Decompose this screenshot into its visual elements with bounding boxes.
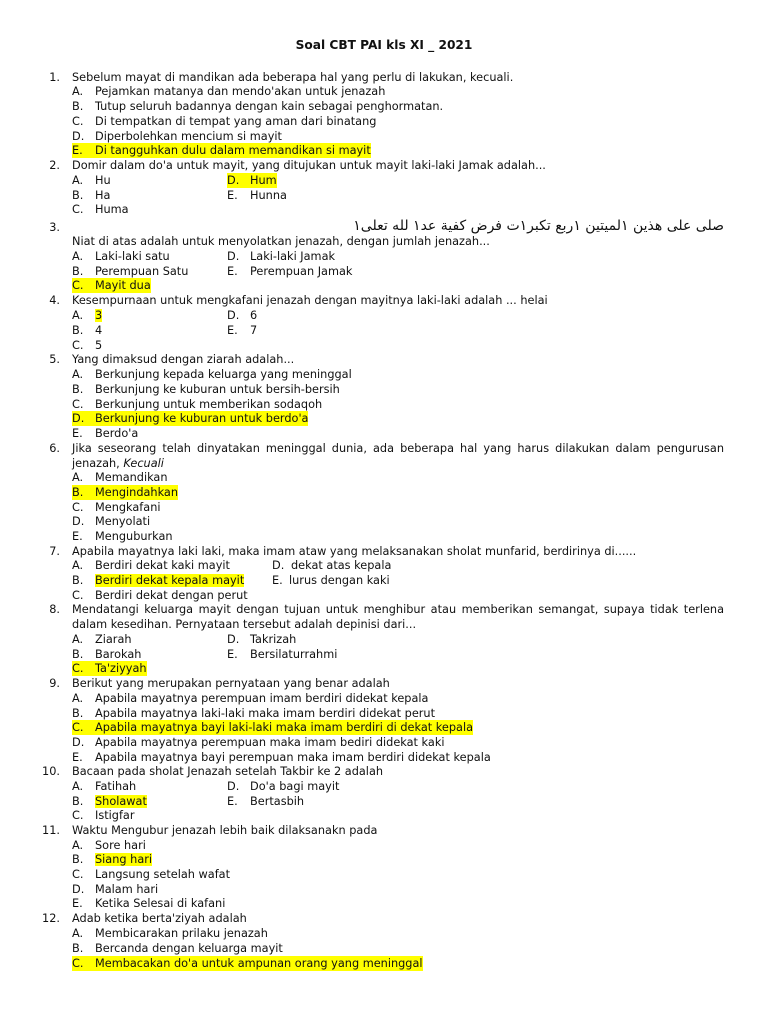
- option-text: Menguburkan: [95, 530, 173, 543]
- option: [72, 558, 230, 573]
- option-text-correct: Sholawat: [95, 795, 147, 808]
- option-text: Huma: [95, 203, 129, 216]
- option: [227, 323, 257, 338]
- option-letter: D.: [227, 309, 240, 322]
- option-text: lurus dengan kaki: [289, 574, 390, 587]
- option: [272, 558, 391, 573]
- option-text: 4: [95, 324, 103, 337]
- question-text: Bacaan pada sholat Jenazah setelah Takbir ke 2 adalah: [72, 765, 384, 778]
- option: [72, 632, 132, 647]
- option-text: Langsung setelah wafat: [95, 868, 231, 881]
- option-text: Laki-laki Jamak: [250, 250, 336, 263]
- option: [72, 882, 158, 897]
- question-text: Adab ketika berta'ziyah adalah: [72, 912, 247, 925]
- option-correct: [72, 278, 151, 293]
- option: [72, 867, 230, 882]
- option: [72, 173, 111, 188]
- option-letter: B.: [72, 265, 84, 278]
- option-letter: B.: [72, 100, 84, 113]
- option-text: Apabila mayatnya perempuan imam berdiri didekat kepala: [95, 692, 429, 705]
- option-letter: B.: [72, 324, 84, 337]
- option-letter: E.: [227, 189, 238, 202]
- question-text: Kesempurnaan untuk mengkafani jenazah dengan mayitnya laki-laki adalah ... helai: [72, 294, 548, 307]
- option-text: Berdiri dekat dengan perut: [95, 589, 248, 602]
- option: [227, 632, 296, 647]
- option: [227, 249, 335, 264]
- option-letter: B.: [72, 574, 84, 587]
- option-text: Sore hari: [95, 839, 146, 852]
- option-text: Ziarah: [95, 633, 132, 646]
- option-text: Mayit dua: [95, 279, 151, 292]
- option-letter: C.: [72, 115, 84, 128]
- option-letter: E.: [227, 324, 238, 337]
- question-keyword: Kecuali: [123, 457, 164, 470]
- option-letter: A.: [72, 250, 84, 263]
- option: [72, 397, 322, 412]
- option-correct: [72, 411, 308, 426]
- option-letter: A.: [72, 559, 84, 572]
- option: [72, 529, 173, 544]
- question-number: 10.: [42, 765, 60, 778]
- option: [72, 514, 150, 529]
- option-text: Di tempatkan di tempat yang aman dari binatang: [95, 115, 377, 128]
- option-text: Barokah: [95, 648, 142, 661]
- question-text: Berikut yang merupakan pernyataan yang benar adalah: [72, 677, 390, 690]
- option-correct: [72, 661, 147, 676]
- option-letter: C.: [72, 398, 84, 411]
- option-letter: B.: [72, 853, 84, 866]
- option-letter: B.: [72, 942, 84, 955]
- question-text-line2: [72, 456, 724, 471]
- option-letter: A.: [72, 368, 84, 381]
- option: [72, 691, 428, 706]
- option: [72, 382, 340, 397]
- option-letter: C.: [72, 339, 84, 352]
- option: [72, 896, 225, 911]
- option-correct: [72, 720, 473, 735]
- option-text: Apabila mayatnya bayi laki-laki maka imam berdiri di dekat kepala: [95, 721, 474, 734]
- option-text: Laki-laki satu: [95, 250, 170, 263]
- option-text: Apabila mayatnya bayi perempuan maka imam berdiri didekat kepala: [95, 751, 491, 764]
- question-number: 9.: [49, 677, 60, 690]
- option-text: Membacakan do'a untuk ampunan orang yang meninggal: [95, 957, 423, 970]
- option-letter: E.: [227, 795, 238, 808]
- option: [72, 84, 385, 99]
- option: [227, 264, 352, 279]
- option-letter: D.: [72, 883, 85, 896]
- option-letter: A.: [72, 471, 84, 484]
- option-letter: C.: [72, 957, 84, 970]
- option: [272, 573, 390, 588]
- option-letter: C.: [72, 501, 84, 514]
- option-letter: B.: [72, 486, 84, 499]
- option-letter: D.: [72, 736, 85, 749]
- option: [72, 573, 244, 588]
- option-text: Pejamkan matanya dan mendo'akan untuk jenazah: [95, 85, 386, 98]
- question-text: Jika seseorang telah dinyatakan meninggal dunia, ada beberapa hal yang harus dilakukan dalam pengurusan: [72, 442, 724, 455]
- option-text: dekat atas kepala: [291, 559, 392, 572]
- option-text: Berdiri dekat kaki mayit: [95, 559, 230, 572]
- option: [72, 926, 268, 941]
- option-letter: E.: [227, 648, 238, 661]
- option-letter: B.: [72, 189, 84, 202]
- option: [72, 426, 138, 441]
- option: [72, 249, 170, 264]
- option-letter: A.: [72, 780, 84, 793]
- option-letter: B.: [72, 648, 84, 661]
- option: [227, 794, 304, 809]
- option-letter: D.: [72, 515, 85, 528]
- option-letter: A.: [72, 633, 84, 646]
- option-letter: C.: [72, 809, 84, 822]
- option-text: Ta'ziyyah: [95, 662, 147, 675]
- option-text: Perempuan Jamak: [250, 265, 353, 278]
- option-text: 7: [250, 324, 258, 337]
- option-text: Berkunjung untuk memberikan sodaqoh: [95, 398, 323, 411]
- option-letter: D.: [272, 559, 285, 572]
- option: [72, 794, 147, 809]
- option-letter: A.: [72, 927, 84, 940]
- question-text: Sebelum mayat di mandikan ada beberapa hal yang perlu di lakukan, kecuali.: [72, 71, 514, 84]
- option: [72, 367, 352, 382]
- option: [72, 308, 102, 323]
- question-number: 11.: [42, 824, 60, 837]
- option-text: Do'a bagi mayit: [250, 780, 340, 793]
- option-letter: D.: [227, 250, 240, 263]
- option-letter: A.: [72, 85, 84, 98]
- option-letter: D.: [72, 130, 85, 143]
- option-letter: E.: [72, 427, 83, 440]
- option: [72, 941, 283, 956]
- option: [72, 750, 491, 765]
- question-number: 7.: [49, 545, 60, 558]
- option: [72, 779, 136, 794]
- option: [72, 129, 282, 144]
- option: [72, 99, 443, 114]
- option-text: Hunna: [250, 189, 287, 202]
- option: [72, 838, 146, 853]
- option-text: Bersilaturrahmi: [250, 648, 338, 661]
- option-text: 6: [250, 309, 258, 322]
- option-letter: A.: [72, 692, 84, 705]
- option-letter: C.: [72, 868, 84, 881]
- option-letter: C.: [72, 589, 84, 602]
- option: [72, 588, 248, 603]
- option-letter: C.: [72, 279, 84, 292]
- option-letter: B.: [72, 707, 84, 720]
- option: [72, 647, 141, 662]
- option: [72, 188, 110, 203]
- option: [72, 338, 102, 353]
- question-text: Niat di atas adalah untuk menyolatkan jenazah, dengan jumlah jenazah...: [72, 235, 490, 248]
- option-text: Apabila mayatnya laki-laki maka imam berdiri didekat perut: [95, 707, 436, 720]
- question-text: Apabila mayatnya laki laki, maka imam ataw yang melaksanakan sholat munfarid, berdirinya di......: [72, 545, 637, 558]
- question-text-cont: jenazah,: [72, 457, 120, 470]
- option-correct: [72, 143, 371, 158]
- option-text: Diperbolehkan mencium si mayit: [95, 130, 282, 143]
- option-text: Perempuan Satu: [95, 265, 189, 278]
- option: [72, 202, 129, 217]
- option-text: Bertasbih: [250, 795, 305, 808]
- question-text: Yang dimaksud dengan ziarah adalah...: [72, 353, 295, 366]
- option: [72, 323, 102, 338]
- option-letter: D.: [227, 633, 240, 646]
- option-correct: [227, 173, 277, 188]
- option-letter: E.: [227, 265, 238, 278]
- option: [72, 735, 445, 750]
- question-text: Waktu Mengubur jenazah lebih baik dilaksanakn pada: [72, 824, 378, 837]
- option-correct: [72, 485, 178, 500]
- option-text: Menyolati: [95, 515, 151, 528]
- option-text: Membicarakan prilaku jenazah: [95, 927, 268, 940]
- option-text: Berkunjung kepada keluarga yang meninggal: [95, 368, 352, 381]
- option-correct: [72, 956, 423, 971]
- option-text: Berkunjung ke kuburan untuk berdo'a: [95, 412, 309, 425]
- option-text: Istigfar: [95, 809, 135, 822]
- question-number: 1.: [49, 71, 60, 84]
- option-text: Malam hari: [95, 883, 159, 896]
- question-number: 3.: [49, 221, 60, 234]
- option-letter: E.: [72, 751, 83, 764]
- option-text: Berdo'a: [95, 427, 139, 440]
- option: [227, 779, 339, 794]
- question-number: 4.: [49, 294, 60, 307]
- option-letter: B.: [72, 383, 84, 396]
- option-text: 5: [95, 339, 103, 352]
- option: [72, 470, 168, 485]
- option-text: Ha: [95, 189, 111, 202]
- option-text: Mengkafani: [95, 501, 161, 514]
- option-text: Ketika Selesai di kafani: [95, 897, 226, 910]
- option-letter: D.: [227, 174, 240, 187]
- option: [72, 500, 161, 515]
- option: [72, 114, 376, 129]
- option-text: Bercanda dengan keluarga mayit: [95, 942, 283, 955]
- question-number: 5.: [49, 353, 60, 366]
- option-text: Hu: [95, 174, 111, 187]
- option-letter: C.: [72, 721, 84, 734]
- option-letter: A.: [72, 309, 84, 322]
- option-text-correct: Berdiri dekat kepala mayit: [95, 574, 245, 587]
- option-letter: A.: [72, 174, 84, 187]
- option-text: Fatihah: [95, 780, 137, 793]
- question-number: 12.: [42, 912, 60, 925]
- option-letter: D.: [72, 412, 85, 425]
- option-letter: E.: [272, 574, 283, 587]
- option-text-correct: 3: [95, 309, 103, 322]
- question-text-cont: dalam kesedihan. Pernyataan tersebut adalah depinisi dari...: [72, 618, 417, 631]
- option-text: Apabila mayatnya perempuan maka imam bediri didekat kaki: [95, 736, 445, 749]
- question-number: 8.: [49, 603, 60, 616]
- option-text: Hum: [250, 174, 277, 187]
- question-text: Mendatangi keluarga mayit dengan tujuan untuk menghibur atau memberikan semangat, supaya tidak terlena: [72, 603, 724, 616]
- option-text: Memandikan: [95, 471, 168, 484]
- option-letter: D.: [227, 780, 240, 793]
- option-letter: B.: [72, 795, 84, 808]
- option-letter: C.: [72, 662, 84, 675]
- option: [72, 852, 152, 867]
- option-text: Di tangguhkan dulu dalam memandikan si mayit: [95, 144, 371, 157]
- option: [72, 706, 435, 721]
- option-letter: E.: [72, 530, 83, 543]
- option: [227, 647, 337, 662]
- option: [227, 188, 287, 203]
- question-number: 2.: [49, 159, 60, 172]
- document-title: Soal CBT PAI kls XI _ 2021: [295, 38, 473, 52]
- option-text: Berkunjung ke kuburan untuk bersih-bersih: [95, 383, 340, 396]
- arabic-niat-text: صلى على هذين ١لميتين ١ربع تكبر١ت فرض كفية عد١ لله تعلى١: [353, 218, 724, 234]
- option: [72, 264, 188, 279]
- option: [72, 808, 135, 823]
- question-number: 6.: [49, 442, 60, 455]
- option-letter: A.: [72, 839, 84, 852]
- option-letter: E.: [72, 897, 83, 910]
- question-text: Domir dalam do'a untuk mayit, yang ditujukan untuk mayit laki-laki Jamak adalah...: [72, 159, 546, 172]
- option: [227, 308, 257, 323]
- option-text: Tutup seluruh badannya dengan kain sebagai penghormatan.: [95, 100, 444, 113]
- option-text-correct: Siang hari: [95, 853, 153, 866]
- option-letter: C.: [72, 203, 84, 216]
- option-text: Takrizah: [250, 633, 297, 646]
- option-text: Mengindahkan: [95, 486, 179, 499]
- option-letter: E.: [72, 144, 83, 157]
